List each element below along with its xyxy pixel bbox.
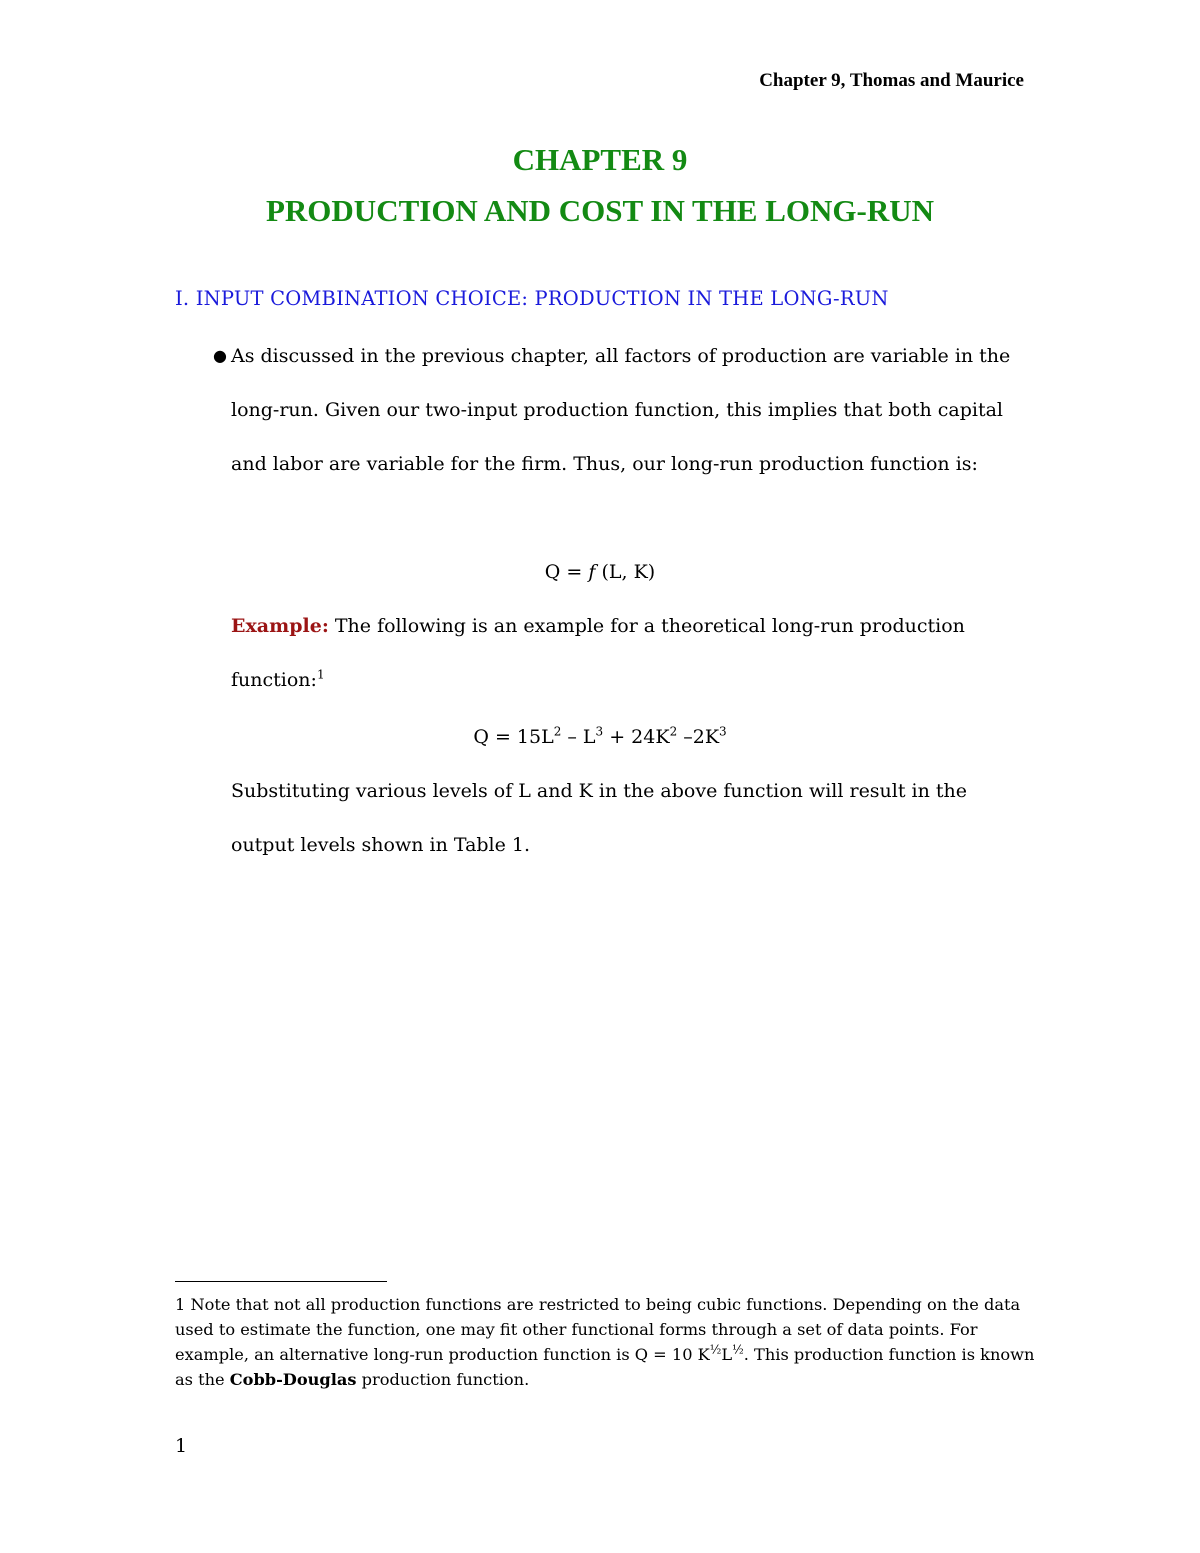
example-text: The following is an example for a theoretical long-run production function: [231,615,965,691]
page-number: 1 [175,1435,188,1457]
footnote-divider [175,1281,387,1282]
cubic-production-equation: $Q = 15L^2 - L^3 + 24K^2$ $-2K^3$ [473,724,727,748]
bullet-icon: ● [213,346,227,365]
example-paragraph: Example: The following is an example for a theoretical long-run production function:$^1$ [231,615,965,691]
production-function-equation: Q = f (L, K) [544,561,656,583]
footnote-number: 1 [175,1295,186,1314]
bullet-text: As discussed in the previous chapter, all factors of production are variable in the long-run. Given our two-input production function, this implies that both capital and labor are variable for the firm. Thus, our long-run production function is: [231,345,1011,475]
section-heading: I. INPUT COMBINATION CHOICE: PRODUCTION IN THE LONG-RUN [175,287,889,310]
example-label: Example [231,615,322,637]
running-header: Chapter 9, Thomas and Maurice [759,70,1024,91]
chapter-number: CHAPTER 9 [512,142,688,177]
substitution-paragraph: Substituting various levels of L and K in the above function will result in the output levels shown in Table 1. [231,780,968,856]
footnote: 1 Note that not all production functions are restricted to being cubic functions. Depending on the data used to estimate the function, one may fit other functional forms through a set of data points. For example, an alternative long-run production function is Q = 10 $K^{\frac{1}{2}}L^{\frac{1}{2}}$. This production function is known as the Cobb-Douglas production function. [175,1295,1035,1389]
chapter-title: PRODUCTION AND COST IN THE LONG-RUN [265,193,935,228]
bullet-paragraph [213,329,1031,491]
cobb-douglas-term: Cobb-Douglas [229,1370,357,1389]
footnote-reference[interactable]: 1 [316,667,325,682]
